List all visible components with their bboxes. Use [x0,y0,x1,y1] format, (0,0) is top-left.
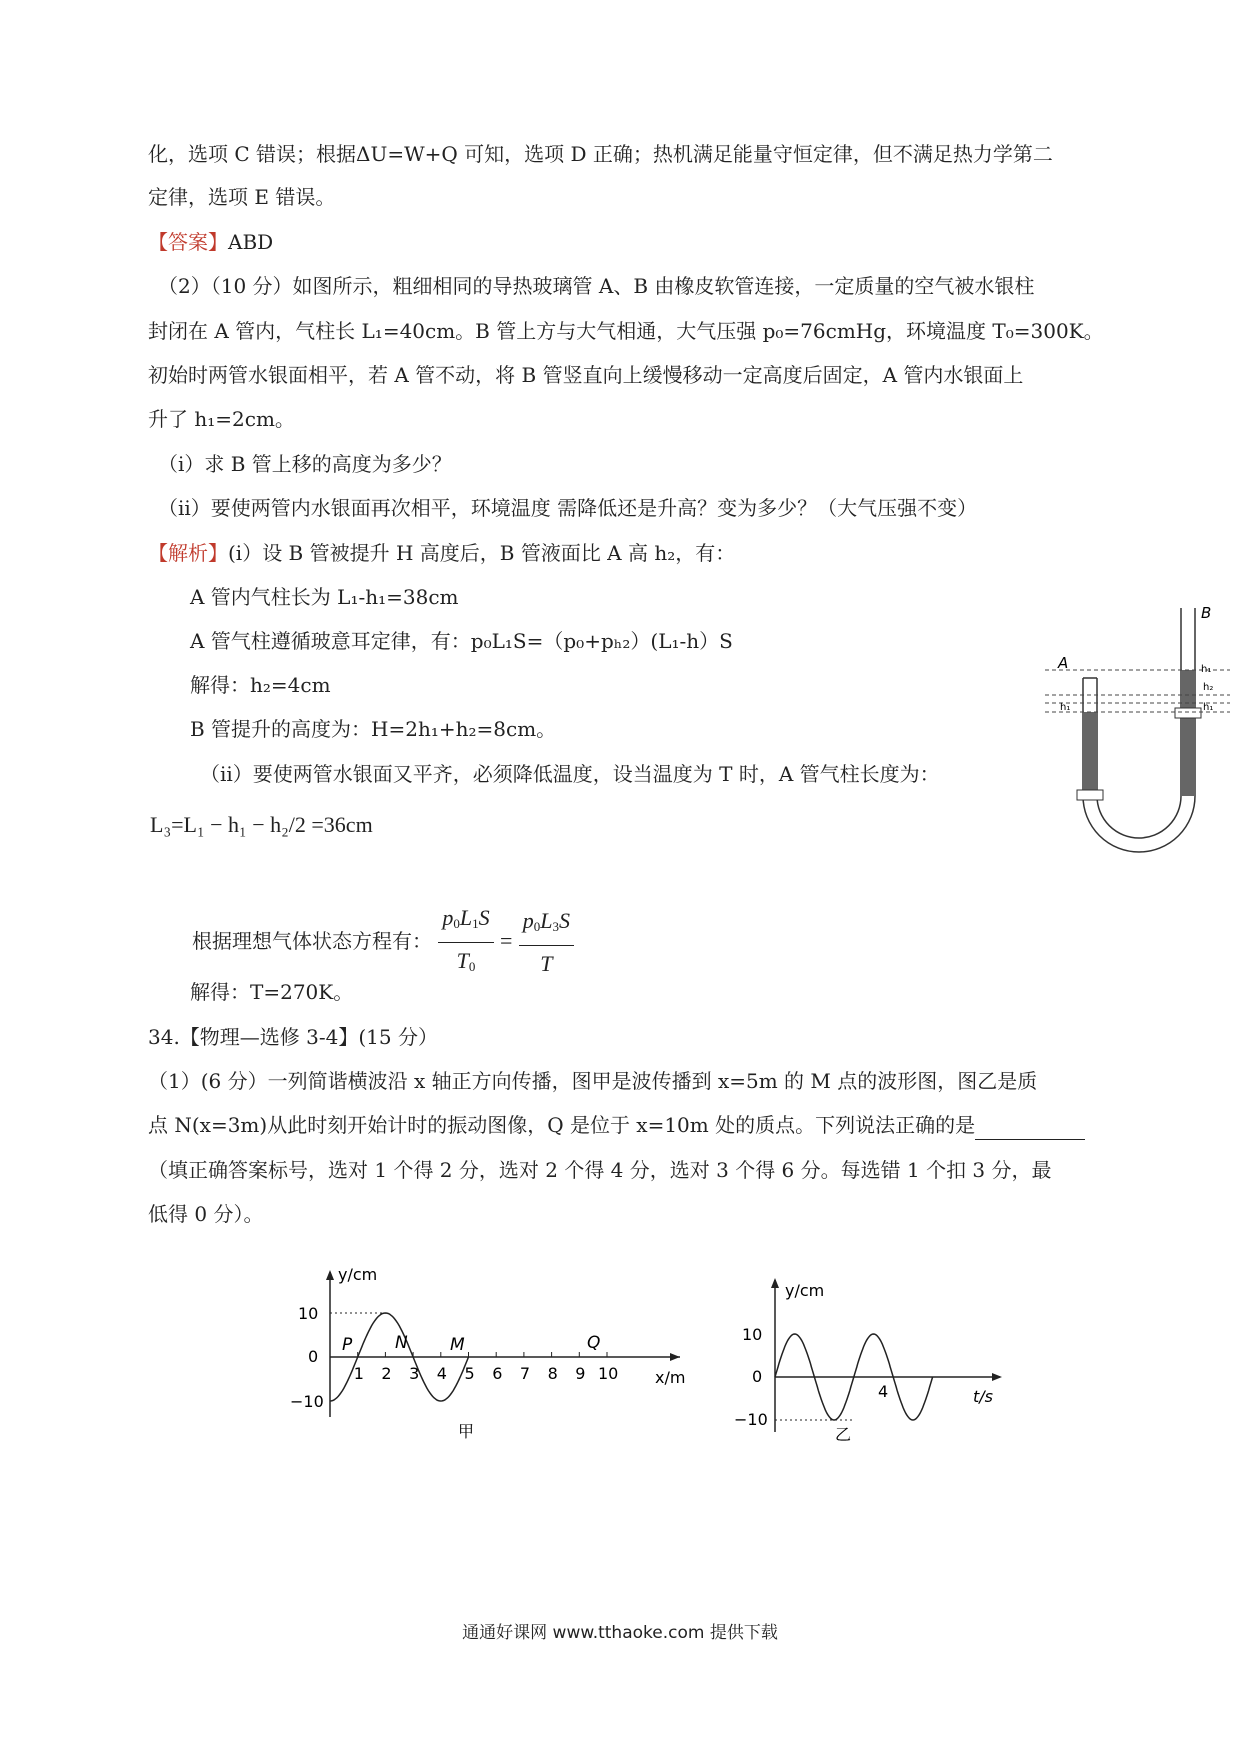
text-line: 封闭在 A 管内，气柱长 L₁=40cm。B 管上方与大气相通，大气压强 p₀=76cmHg，环境温度 T₀=300K。 [148,319,1104,343]
text-line: 化，选项 C 错误；根据ΔU=W+Q 可知，选项 D 正确；热机满足能量守恒定律，但不满足热力学第二 [148,142,1053,166]
text-line: 升了 h₁=2cm。 [148,407,295,431]
caption-yi: 乙 [835,1425,852,1444]
x-tick-label: 8 [547,1364,558,1383]
caption-jia: 甲 [458,1422,475,1441]
solution-line [148,538,735,568]
solution-tag: 【解析】 [148,541,228,565]
text-line: （2）（10 分）如图所示，粗细相同的导热玻璃管 A、B 由橡皮软管连接，一定质量的空气被水银柱 [158,274,1035,298]
svg-text:h₁: h₁ [1203,702,1214,713]
h2-label: h₂ [1203,682,1214,693]
text-line: B 管提升的高度为：H=2h₁+h₂=8cm。 [190,717,557,741]
h1-label: h₁ [1060,702,1071,713]
fraction-left: $\frac{p_0L_1S}{T_0}$ [438,900,493,985]
text-line: 解得：h₂=4cm [190,673,331,697]
x-tick-label: 2 [381,1364,392,1383]
x-tick-label: 5 [464,1364,475,1383]
text-line: （ii）要使两管水银面又平齐，必须降低温度，设当温度为 T 时，A 管气柱长度为： [200,762,940,786]
point-q-label: Q [587,1333,601,1353]
answer-blank [975,1117,1085,1140]
ytick-0: 0 [308,1347,319,1366]
question-i: （i）求 B 管上移的高度为多少？ [158,452,452,476]
equation-l3: L₃=L₁ − h₁ − h₂/2 =36cm [150,812,373,837]
text-line: A 管内气柱长为 L₁-h₁=38cm [190,585,459,609]
text-line: 初始时两管水银面相平，若 A 管不动，将 B 管竖直向上缓慢移动一定高度后固定，A 管内水银面上 [148,363,1024,387]
point-p-label: P [342,1335,353,1355]
tube-a-label: A [1058,654,1069,672]
answer-value: ABD [228,230,274,254]
point-m-label: M [450,1335,465,1355]
y-axis-label: y/cm [785,1281,825,1300]
x-tick-label: 7 [519,1364,531,1383]
xtick-4: 4 [878,1382,889,1401]
text-line: 低得 0 分）。 [148,1202,264,1226]
equation-prefix: 根据理想气体状态方程有： [192,929,432,953]
ytick-10: 10 [298,1304,319,1323]
wave-graph-jia [290,1262,690,1442]
point-n-label: N [395,1333,408,1353]
text-line: （1）(6 分）一列简谐横波沿 x 轴正方向传播，图甲是波传播到 x=5m 的 M 点的波形图，图乙是质 [148,1069,1038,1093]
question-ii: （ii）要使两管内水银面再次相平，环境温度 需降低还是升高？变为多少？（大气压强不变） [158,496,978,520]
equation-state: 根据理想气体状态方程有： $\frac{p_0L_1S}{T_0}$ = $\frac{p_0L_3S}{T}$ [192,900,574,985]
x-axis-label: t/s [973,1387,993,1406]
x-tick-label: 10 [598,1364,619,1383]
x-axis-label: x/m [655,1368,686,1387]
svg-text:h₁: h₁ [1201,664,1212,675]
vibration-graph-yi [720,1272,1010,1447]
x-tick-label: 3 [409,1364,420,1383]
section-heading: 34.【物理—选修 3-4】(15 分） [148,1025,438,1049]
ytick-10: 10 [742,1325,763,1344]
answer-line [148,227,273,257]
u-tube-diagram [1035,598,1235,873]
ytick-0: 0 [752,1367,763,1386]
x-tick-label: 9 [575,1364,586,1383]
solution-text: (i）设 B 管被提升 H 高度后，B 管液面比 A 高 h₂，有： [228,541,736,565]
text-line: 点 N(x=3m)从此时刻开始计时的振动图像，Q 是位于 x=10m 处的质点。下列说法正确的是 [148,1110,1085,1140]
x-tick-label: 4 [436,1364,447,1383]
x-tick-label: 1 [353,1364,364,1383]
fraction-right: $\frac{p_0L_3S}{T}$ [519,903,574,982]
text-line: 解得：T=270K。 [190,980,354,1004]
x-tick-label: 6 [492,1364,503,1383]
footer: 通通好课网 www.tthaoke.com 提供下载 [462,1623,778,1643]
text-line: A 管气柱遵循玻意耳定律，有：p₀L₁S=（p₀+pₕ₂）(L₁-h）S [190,629,733,653]
answer-tag: 【答案】 [148,230,228,254]
ytick-neg10: −10 [734,1410,768,1429]
tube-b-label: B [1201,604,1212,622]
text-line: （填正确答案标号，选对 1 个得 2 分，选对 2 个得 4 分，选对 3 个得 6 分。每选错 1 个扣 3 分，最 [148,1158,1052,1182]
y-axis-label: y/cm [338,1265,378,1284]
text-line: 定律，选项 E 错误。 [148,185,336,209]
ytick-neg10: −10 [290,1392,324,1411]
